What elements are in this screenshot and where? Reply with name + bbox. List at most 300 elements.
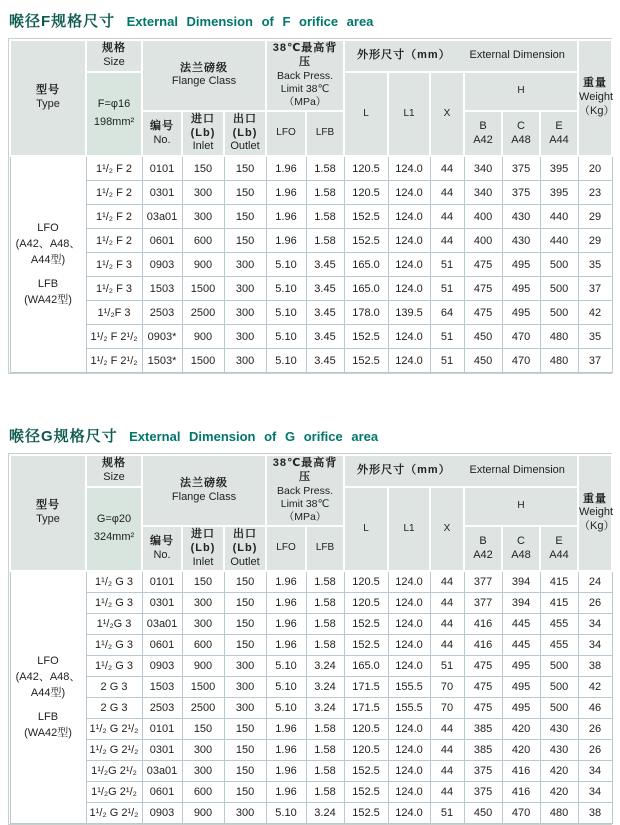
cell-l: 152.5	[344, 325, 388, 349]
cell-lfo: 5.10	[266, 698, 306, 719]
table-row	[10, 325, 612, 349]
cell-c-a48: 470	[502, 803, 540, 824]
table-row	[10, 761, 612, 782]
cell-inlet: 600	[182, 229, 224, 253]
cell-x: 44	[430, 782, 464, 803]
cell-lfb: 3.24	[306, 656, 344, 677]
cell-size: 1¹/₂G 3	[86, 614, 142, 635]
cell-l: 171.5	[344, 677, 388, 698]
cell-size: 1¹/₂ G 2¹/₂	[86, 719, 142, 740]
cell-x: 44	[430, 571, 464, 593]
cell-b-a42: 475	[464, 301, 502, 325]
cell-weight: 23	[578, 181, 612, 205]
cell-b-a42: 475	[464, 656, 502, 677]
cell-l1: 124.0	[388, 229, 430, 253]
cell-weight: 29	[578, 229, 612, 253]
cell-e-a44: 500	[540, 656, 578, 677]
cell-b-a42: 416	[464, 635, 502, 656]
table-row	[10, 349, 612, 373]
cell-x: 44	[430, 740, 464, 761]
cell-e-a44: 420	[540, 782, 578, 803]
table-g-title-zh: 喉径G规格尺寸	[9, 428, 118, 446]
cell-c-a48: 470	[502, 325, 540, 349]
cell-outlet: 300	[224, 349, 266, 373]
cell-outlet: 300	[224, 325, 266, 349]
table-row	[10, 782, 612, 803]
cell-x: 44	[430, 205, 464, 229]
cell-l: 178.0	[344, 301, 388, 325]
cell-inlet: 900	[182, 803, 224, 824]
cell-lfb: 1.58	[306, 571, 344, 593]
cell-b-a42: 375	[464, 782, 502, 803]
cell-no: 0101	[142, 156, 182, 181]
cell-lfo: 1.96	[266, 782, 306, 803]
cell-lfb: 3.45	[306, 301, 344, 325]
cell-e-a44: 500	[540, 301, 578, 325]
cell-l1: 124.0	[388, 349, 430, 373]
cell-weight: 34	[578, 761, 612, 782]
cell-l: 120.5	[344, 593, 388, 614]
cell-outlet: 300	[224, 253, 266, 277]
cell-lfb: 1.58	[306, 205, 344, 229]
cell-weight: 34	[578, 614, 612, 635]
cell-x: 44	[430, 719, 464, 740]
table-f-wrapper	[8, 38, 615, 374]
cell-e-a44: 455	[540, 635, 578, 656]
cell-b-a42: 475	[464, 677, 502, 698]
f-orifice-table	[9, 39, 613, 373]
type-sub: (WA42型)	[24, 726, 72, 739]
table-row	[10, 301, 612, 325]
type-label-en: Type	[36, 98, 60, 111]
cell-l1: 124.0	[388, 253, 430, 277]
cell-no: 0601	[142, 635, 182, 656]
cell-e-a44: 500	[540, 677, 578, 698]
col-outlet-header: 出口(Lb) Outlet	[224, 526, 266, 571]
cell-no: 0601	[142, 782, 182, 803]
cell-weight: 26	[578, 593, 612, 614]
cell-c-a48: 495	[502, 677, 540, 698]
cell-lfb: 3.45	[306, 325, 344, 349]
cell-c-a48: 495	[502, 698, 540, 719]
table-row	[10, 571, 612, 593]
cell-size: 1¹/₂ G 3	[86, 635, 142, 656]
table-row	[10, 656, 612, 677]
cell-l1: 155.5	[388, 698, 430, 719]
cell-inlet: 900	[182, 325, 224, 349]
cell-inlet: 300	[182, 761, 224, 782]
cell-c-a48: 420	[502, 740, 540, 761]
cell-x: 44	[430, 593, 464, 614]
cell-size: 1¹/₂ F 3	[86, 277, 142, 301]
type-cell	[10, 156, 86, 373]
cell-lfb: 1.58	[306, 782, 344, 803]
table-row	[10, 635, 612, 656]
cell-no: 0301	[142, 740, 182, 761]
col-outlet-header: 出口(Lb) Outlet	[224, 111, 266, 156]
cell-weight: 29	[578, 205, 612, 229]
cell-l: 152.5	[344, 761, 388, 782]
table-row	[10, 229, 612, 253]
cell-size: 1¹/₂G 2¹/₂	[86, 782, 142, 803]
cell-weight: 34	[578, 635, 612, 656]
cell-no: 0903	[142, 656, 182, 677]
col-lfb-header: LFB	[306, 526, 344, 571]
cell-lfo: 1.96	[266, 719, 306, 740]
cell-lfo: 5.10	[266, 253, 306, 277]
table-f-title-en: External Dimension of F orifice area	[126, 14, 374, 29]
cell-lfo: 1.96	[266, 181, 306, 205]
cell-weight: 42	[578, 301, 612, 325]
cell-outlet: 150	[224, 593, 266, 614]
cell-b-a42: 450	[464, 803, 502, 824]
cell-weight: 35	[578, 253, 612, 277]
cell-lfo: 1.96	[266, 635, 306, 656]
g-table-body	[10, 571, 612, 824]
cell-l1: 124.0	[388, 593, 430, 614]
cell-l: 120.5	[344, 740, 388, 761]
section-gap	[8, 374, 612, 421]
table-row	[10, 277, 612, 301]
cell-lfo: 1.96	[266, 229, 306, 253]
cell-e-a44: 440	[540, 229, 578, 253]
cell-l1: 124.0	[388, 205, 430, 229]
table-g-title-en: External Dimension of G orifice area	[129, 429, 379, 445]
weight-column-header: 重量 Weight （Kg）	[578, 40, 612, 156]
cell-no: 0903	[142, 803, 182, 824]
cell-l: 165.0	[344, 253, 388, 277]
cell-weight: 38	[578, 803, 612, 824]
cell-lfo: 1.96	[266, 593, 306, 614]
cell-lfo: 1.96	[266, 156, 306, 181]
col-b-a42-header: B A42	[464, 526, 502, 571]
col-b-a42-header: B A42	[464, 111, 502, 156]
cell-lfb: 1.58	[306, 635, 344, 656]
cell-size: 1¹/₂ F 2	[86, 229, 142, 253]
size-column-header: 规格 Size	[86, 455, 142, 487]
size-label-zh: 规格	[102, 42, 126, 54]
cell-l1: 124.0	[388, 156, 430, 181]
cell-no: 03a01	[142, 205, 182, 229]
cell-size: 1¹/₂ G 2¹/₂	[86, 740, 142, 761]
cell-l1: 124.0	[388, 277, 430, 301]
cell-no: 1503*	[142, 349, 182, 373]
cell-inlet: 600	[182, 635, 224, 656]
table-row	[10, 677, 612, 698]
cell-lfo: 5.10	[266, 277, 306, 301]
cell-inlet: 300	[182, 593, 224, 614]
col-no-header: 编号 No.	[142, 526, 182, 571]
cell-weight: 38	[578, 656, 612, 677]
cell-lfo: 5.10	[266, 677, 306, 698]
type-name: LFB	[37, 710, 59, 723]
type-sub: (A42、A48、A44型)	[15, 237, 81, 266]
col-inlet-header: 进口(Lb) Inlet	[182, 526, 224, 571]
cell-outlet: 150	[224, 782, 266, 803]
col-c-a48-header: C A48	[502, 526, 540, 571]
cell-l: 152.5	[344, 614, 388, 635]
cell-l1: 124.0	[388, 325, 430, 349]
size-column-header	[86, 40, 142, 72]
cell-no: 03a01	[142, 761, 182, 782]
type-cell	[10, 571, 86, 824]
cell-weight: 26	[578, 740, 612, 761]
cell-l: 152.5	[344, 229, 388, 253]
table-row	[10, 803, 612, 824]
col-h-header: H	[464, 487, 578, 526]
cell-lfb: 1.58	[306, 229, 344, 253]
cell-lfb: 3.24	[306, 698, 344, 719]
cell-outlet: 150	[224, 719, 266, 740]
cell-x: 51	[430, 803, 464, 824]
cell-weight: 37	[578, 349, 612, 373]
table-row	[10, 740, 612, 761]
cell-size: 1¹/₂ G 2¹/₂	[86, 803, 142, 824]
cell-x: 70	[430, 677, 464, 698]
cell-e-a44: 420	[540, 761, 578, 782]
cell-e-a44: 480	[540, 325, 578, 349]
cell-no: 0101	[142, 571, 182, 593]
cell-outlet: 300	[224, 698, 266, 719]
cell-inlet: 300	[182, 181, 224, 205]
cell-x: 44	[430, 614, 464, 635]
external-dimension-header: 外形尺寸（mm） External Dimension	[344, 455, 578, 487]
f-table-body	[10, 156, 612, 373]
cell-lfb: 1.58	[306, 614, 344, 635]
cell-lfb: 1.58	[306, 181, 344, 205]
cell-x: 44	[430, 229, 464, 253]
cell-l: 152.5	[344, 349, 388, 373]
col-l1-header: L1	[388, 487, 430, 572]
cell-l1: 124.0	[388, 181, 430, 205]
cell-lfo: 5.10	[266, 349, 306, 373]
cell-l1: 124.0	[388, 656, 430, 677]
cell-b-a42: 450	[464, 325, 502, 349]
cell-c-a48: 420	[502, 719, 540, 740]
cell-c-a48: 375	[502, 156, 540, 181]
cell-c-a48: 495	[502, 277, 540, 301]
cell-size: 1¹/₂ F 2	[86, 181, 142, 205]
cell-c-a48: 430	[502, 205, 540, 229]
cell-outlet: 300	[224, 301, 266, 325]
section-g-orifice	[8, 425, 615, 825]
cell-outlet: 300	[224, 677, 266, 698]
cell-lfo: 5.10	[266, 301, 306, 325]
type-sub: (A42、A48、A44型)	[15, 670, 81, 699]
size-spec-cell: G=φ20 324mm²	[86, 487, 142, 572]
cell-inlet: 150	[182, 719, 224, 740]
cell-size: 1¹/₂ F 3	[86, 253, 142, 277]
cell-no: 0301	[142, 593, 182, 614]
cell-outlet: 300	[224, 656, 266, 677]
cell-l1: 124.0	[388, 740, 430, 761]
cell-e-a44: 500	[540, 253, 578, 277]
cell-inlet: 900	[182, 656, 224, 677]
cell-l: 120.5	[344, 719, 388, 740]
cell-c-a48: 375	[502, 181, 540, 205]
col-x-header: X	[430, 72, 464, 157]
cell-x: 64	[430, 301, 464, 325]
cell-lfo: 1.96	[266, 571, 306, 593]
table-g-title	[9, 425, 612, 446]
cell-b-a42: 400	[464, 205, 502, 229]
cell-outlet: 150	[224, 635, 266, 656]
cell-e-a44: 430	[540, 740, 578, 761]
cell-outlet: 150	[224, 761, 266, 782]
type-name: LFO	[37, 221, 59, 234]
cell-no: 1503	[142, 277, 182, 301]
g-orifice-table	[9, 454, 613, 824]
cell-b-a42: 377	[464, 593, 502, 614]
size-spec-cell: F=φ16 198mm²	[86, 72, 142, 157]
table-f-title-zh: 喉径F规格尺寸	[9, 13, 116, 30]
cell-b-a42: 385	[464, 719, 502, 740]
cell-weight: 20	[578, 156, 612, 181]
cell-inlet: 300	[182, 205, 224, 229]
cell-inlet: 150	[182, 156, 224, 181]
table-row	[10, 156, 612, 181]
cell-weight: 42	[578, 677, 612, 698]
cell-c-a48: 416	[502, 782, 540, 803]
cell-e-a44: 455	[540, 614, 578, 635]
cell-b-a42: 375	[464, 761, 502, 782]
cell-l1: 124.0	[388, 719, 430, 740]
cell-l: 120.5	[344, 181, 388, 205]
cell-lfb: 3.24	[306, 677, 344, 698]
table-row	[10, 205, 612, 229]
cell-c-a48: 495	[502, 301, 540, 325]
cell-weight: 26	[578, 719, 612, 740]
cell-lfo: 1.96	[266, 761, 306, 782]
cell-c-a48: 394	[502, 593, 540, 614]
cell-l1: 124.0	[388, 782, 430, 803]
cell-weight: 37	[578, 277, 612, 301]
cell-e-a44: 395	[540, 156, 578, 181]
cell-inlet: 1500	[182, 349, 224, 373]
cell-inlet: 150	[182, 571, 224, 593]
cell-l: 120.5	[344, 156, 388, 181]
cell-x: 44	[430, 761, 464, 782]
cell-b-a42: 377	[464, 571, 502, 593]
cell-lfb: 1.58	[306, 593, 344, 614]
cell-lfb: 1.58	[306, 156, 344, 181]
table-row	[10, 719, 612, 740]
cell-no: 0601	[142, 229, 182, 253]
cell-e-a44: 415	[540, 593, 578, 614]
cell-inlet: 300	[182, 614, 224, 635]
cell-x: 44	[430, 181, 464, 205]
cell-inlet: 2500	[182, 301, 224, 325]
cell-l: 152.5	[344, 635, 388, 656]
cell-size: 1¹/₂ F 2¹/₂	[86, 325, 142, 349]
col-l-header: L	[344, 72, 388, 157]
col-x-header: X	[430, 487, 464, 572]
cell-no: 0101	[142, 719, 182, 740]
size-label-en: Size	[103, 55, 125, 68]
col-e-a44-header: E A44	[540, 111, 578, 156]
cell-lfb: 1.58	[306, 761, 344, 782]
cell-weight: 35	[578, 325, 612, 349]
cell-x: 51	[430, 325, 464, 349]
type-column-header: 型号 Type	[10, 455, 86, 571]
cell-size: 1¹/₂ F 2	[86, 205, 142, 229]
cell-outlet: 150	[224, 156, 266, 181]
table-row	[10, 253, 612, 277]
table-f-title	[9, 10, 612, 31]
col-no-header: 编号 No.	[142, 111, 182, 156]
cell-b-a42: 475	[464, 253, 502, 277]
cell-l1: 124.0	[388, 571, 430, 593]
flange-class-header: 法兰磅级 Flange Class	[142, 455, 266, 526]
cell-l: 165.0	[344, 656, 388, 677]
type-name: LFB	[37, 277, 59, 290]
table-row	[10, 593, 612, 614]
cell-e-a44: 430	[540, 719, 578, 740]
cell-lfo: 5.10	[266, 325, 306, 349]
cell-lfo: 5.10	[266, 803, 306, 824]
cell-no: 0903	[142, 253, 182, 277]
cell-outlet: 300	[224, 277, 266, 301]
cell-outlet: 150	[224, 740, 266, 761]
cell-c-a48: 416	[502, 761, 540, 782]
cell-l1: 139.5	[388, 301, 430, 325]
cell-x: 51	[430, 277, 464, 301]
flange-class-header	[142, 40, 266, 111]
cell-outlet: 150	[224, 205, 266, 229]
cell-weight: 46	[578, 698, 612, 719]
cell-x: 51	[430, 253, 464, 277]
cell-outlet: 150	[224, 229, 266, 253]
cell-lfo: 1.96	[266, 740, 306, 761]
cell-e-a44: 500	[540, 698, 578, 719]
cell-e-a44: 480	[540, 803, 578, 824]
cell-no: 0903*	[142, 325, 182, 349]
cell-no: 2503	[142, 301, 182, 325]
cell-b-a42: 475	[464, 698, 502, 719]
col-c-a48-header: C A48	[502, 111, 540, 156]
cell-inlet: 1500	[182, 277, 224, 301]
back-pressure-header: 38℃最高背压 Back Press. Limit 38℃ （MPa）	[266, 455, 344, 526]
col-inlet-header: 进口(Lb) Inlet	[182, 111, 224, 156]
cell-l1: 124.0	[388, 635, 430, 656]
flange-label-zh: 法兰磅级	[180, 61, 228, 74]
cell-size: 1¹/₂ F 2	[86, 156, 142, 181]
col-l1-header: L1	[388, 72, 430, 157]
cell-lfb: 1.58	[306, 740, 344, 761]
cell-l1: 124.0	[388, 614, 430, 635]
table-row	[10, 181, 612, 205]
cell-outlet: 300	[224, 803, 266, 824]
cell-l: 171.5	[344, 698, 388, 719]
cell-x: 51	[430, 349, 464, 373]
cell-c-a48: 445	[502, 635, 540, 656]
cell-b-a42: 400	[464, 229, 502, 253]
cell-size: 1¹/₂G 2¹/₂	[86, 761, 142, 782]
cell-e-a44: 440	[540, 205, 578, 229]
cell-inlet: 2500	[182, 698, 224, 719]
cell-c-a48: 470	[502, 349, 540, 373]
g-table-header	[10, 455, 615, 571]
cell-outlet: 150	[224, 181, 266, 205]
table-g-wrapper	[8, 453, 615, 825]
cell-lfb: 3.24	[306, 803, 344, 824]
cell-b-a42: 450	[464, 349, 502, 373]
cell-c-a48: 430	[502, 229, 540, 253]
cell-b-a42: 385	[464, 740, 502, 761]
type-column-header	[10, 40, 86, 156]
cell-lfo: 5.10	[266, 656, 306, 677]
cell-lfb: 1.58	[306, 719, 344, 740]
